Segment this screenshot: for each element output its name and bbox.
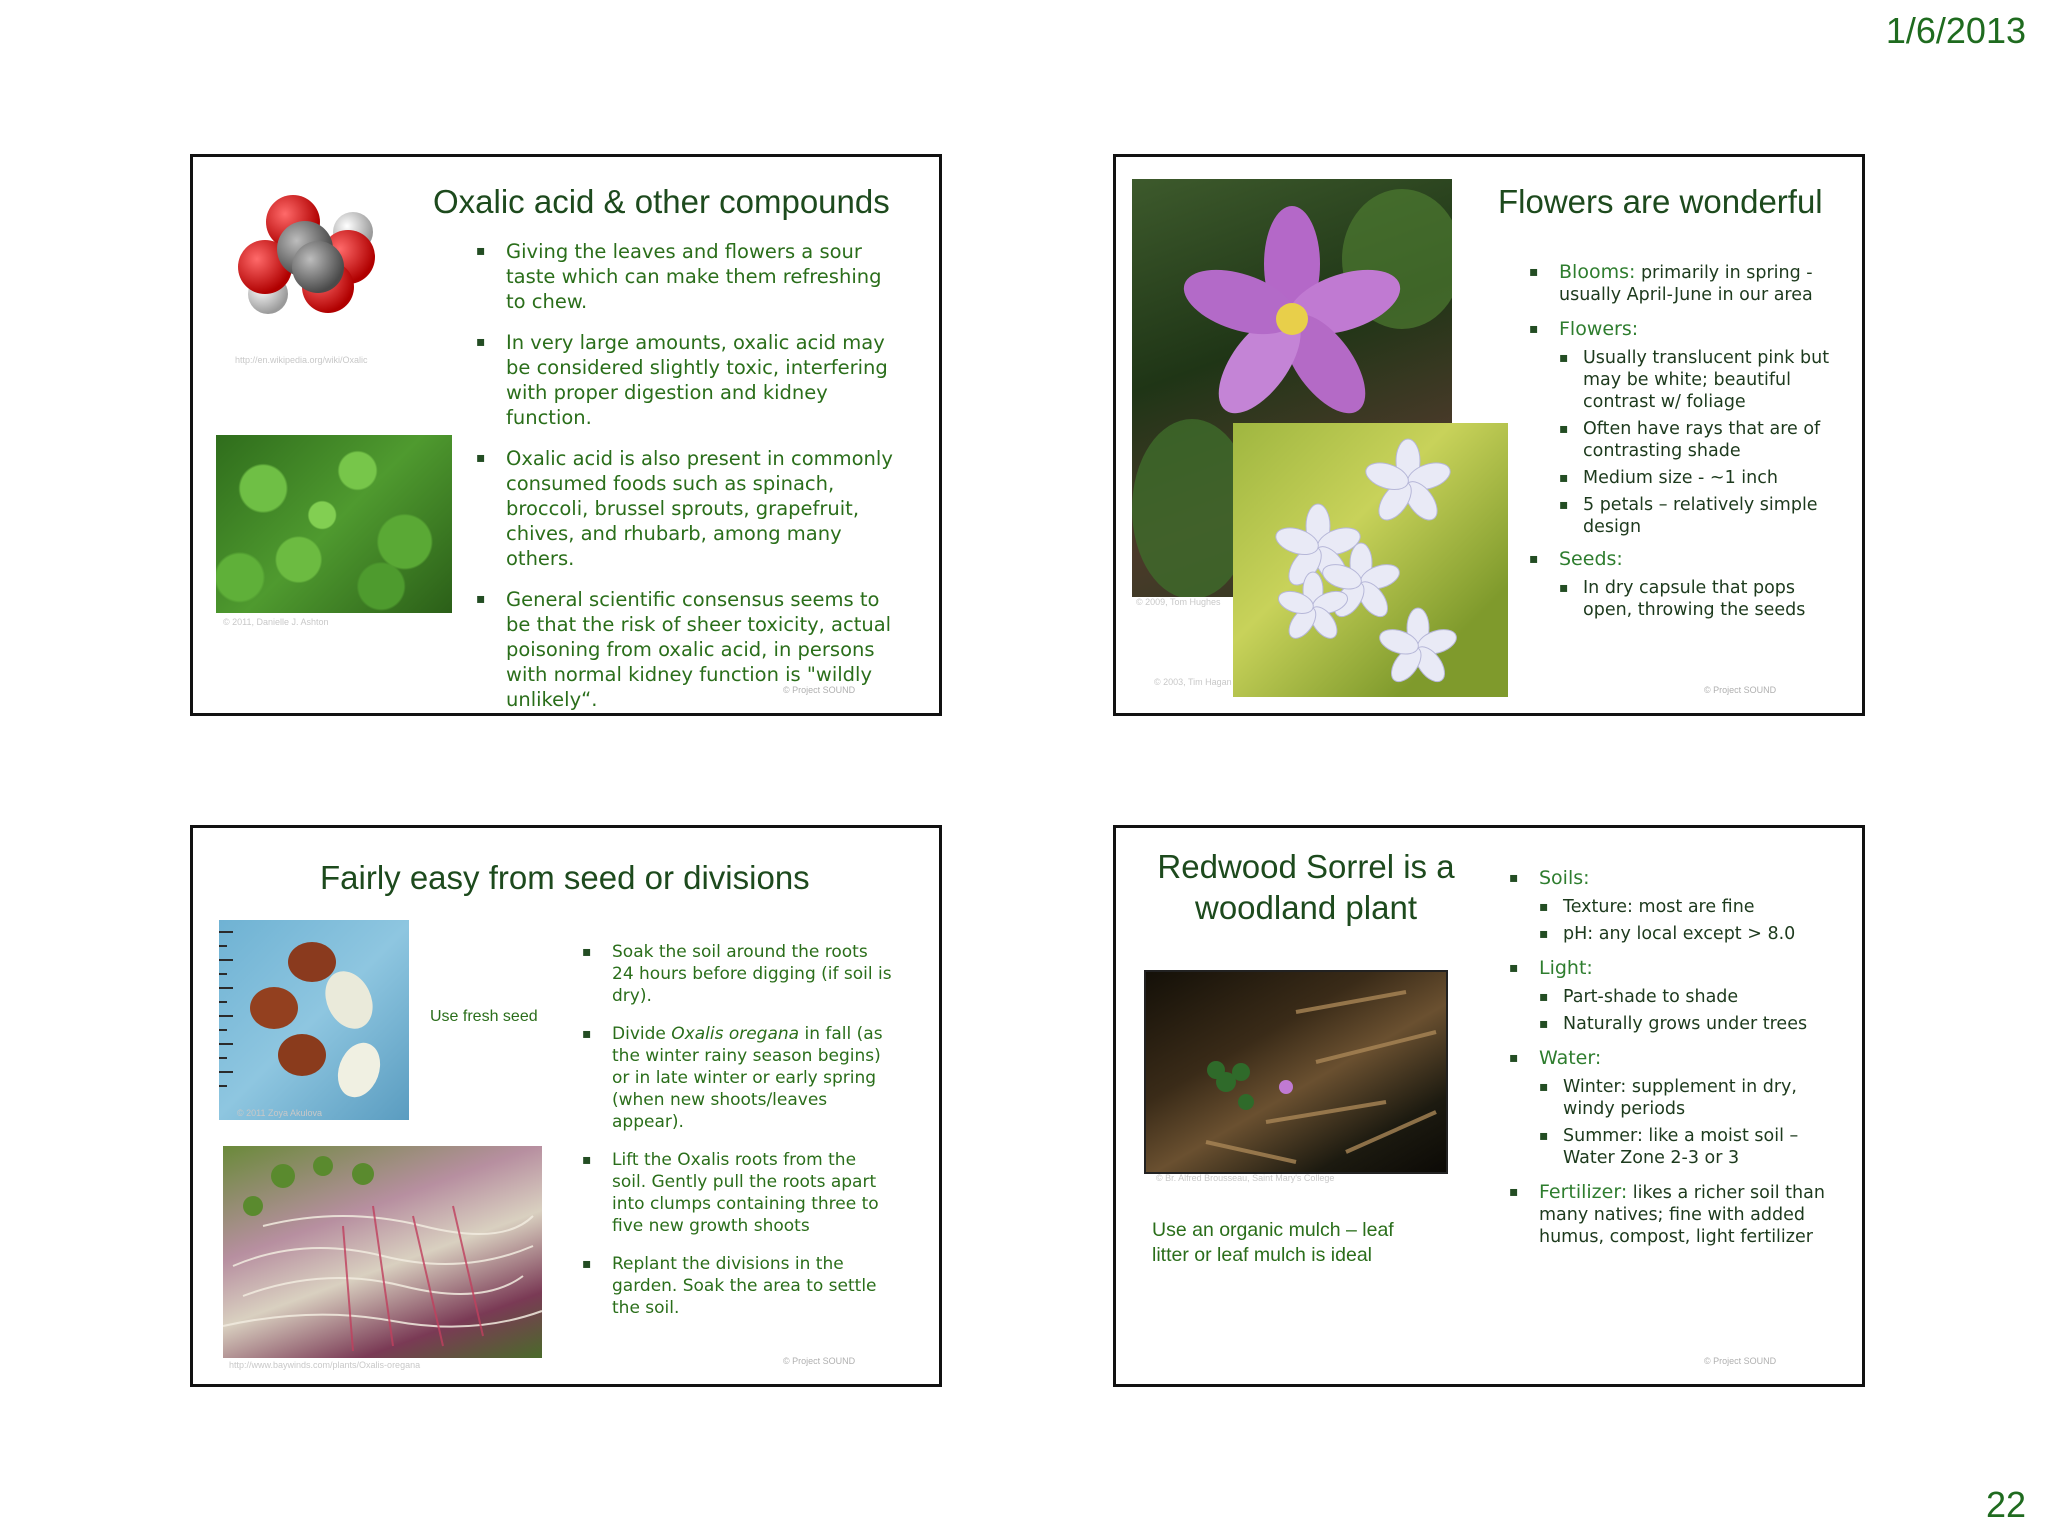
bullet-item: ▪ In very large amounts, oxalic acid may be considered slightly toxic, interfering with proper digestion and kidney function. [476, 330, 896, 430]
bullet-flowers [1529, 318, 1849, 538]
sub-bullet-item: ▪ 5 petals – relatively simple design [1559, 494, 1849, 538]
sub-bullet-item: ▪ Texture: most are fine [1539, 896, 1829, 918]
image-credit: © 2009, Tom Hughes [1136, 597, 1221, 607]
slide-title: Fairly easy from seed or divisions [320, 859, 810, 896]
title-line: Redwood Sorrel is a [1157, 848, 1455, 885]
fertilizer-label: Fertilizer: [1539, 1181, 1628, 1203]
bullet-seeds [1529, 548, 1849, 621]
bullet-soils [1509, 867, 1829, 945]
flowers-label: Flowers: [1559, 318, 1639, 340]
image-credit: © 2011, Danielle J. Ashton [223, 617, 329, 627]
copyright-note: © Project SOUND [1704, 1356, 1777, 1366]
bullet-item: ▪ Lift the Oxalis roots from the soil. Gently pull the roots apart into clumps containing three to five new growth shoots [582, 1149, 892, 1237]
seed-caption: Use fresh seed [430, 1008, 538, 1025]
sub-bullet-item: ▪ Summer: like a moist soil – Water Zone 2-3 or 3 [1539, 1125, 1829, 1169]
slide-bullets [1509, 867, 1829, 1248]
slide-propagation[interactable] [190, 825, 942, 1387]
image-credit: © Br. Alfred Brousseau, Saint Mary's College [1156, 1173, 1335, 1183]
slide-bullets [1529, 261, 1849, 621]
sub-bullet-item: ▪ Usually translucent pink but may be white; beautiful contrast w/ foliage [1559, 347, 1849, 413]
fertilizer-text: likes a richer soil than many natives; fine with added humus, compost, light fertilizer [1539, 1183, 1825, 1247]
slide-flowers[interactable] [1113, 154, 1865, 716]
oxalic-acid-molecule-image [233, 187, 383, 317]
water-label: Water: [1539, 1047, 1602, 1069]
sub-bullet-item: ▪ pH: any local except > 8.0 [1539, 923, 1829, 945]
bullet-item: ▪ Oxalic acid is also present in commonly consumed foods such as spinach, broccoli, brussel sprouts, grapefruit, chives, and rhubarb, among many others. [476, 446, 896, 571]
seeds-label: Seeds: [1559, 548, 1623, 570]
copyright-note: © Project SOUND [783, 1356, 856, 1366]
image-credit: © 2011 Zoya Akulova [237, 1108, 323, 1118]
bullet-item: ▪ Divide Oxalis oregana in fall (as the winter rainy season begins) or in late winter or early spring (when new shoots/leaves appear). [582, 1023, 892, 1133]
bullet-item: ▪ Soak the soil around the roots 24 hours before digging (if soil is dry). [582, 941, 892, 1007]
sub-bullet-item: ▪ Part-shade to shade [1539, 986, 1829, 1008]
copyright-note: © Project SOUND [783, 685, 856, 695]
image-credit: © 2003, Tim Hagan [1154, 677, 1232, 687]
sub-bullet-item: ▪ Medium size - ~1 inch [1559, 467, 1849, 489]
sub-bullet-item: ▪ In dry capsule that pops open, throwing the seeds [1559, 577, 1849, 621]
page-number: 22 [1985, 1484, 2026, 1525]
mulch-note: Use an organic mulch – leaf litter or leaf mulch is ideal [1152, 1219, 1394, 1266]
sub-bullet-item: ▪ Naturally grows under trees [1539, 1013, 1829, 1035]
bullet-fertilizer [1509, 1181, 1829, 1248]
blooms-text: primarily in spring - usually April-June in our area [1559, 263, 1813, 305]
title-line: woodland plant [1194, 889, 1417, 926]
slide-title: Flowers are wonderful [1498, 183, 1823, 220]
bullet-blooms [1529, 261, 1849, 306]
species-name: Oxalis oregana [671, 1024, 800, 1044]
slide-woodland[interactable] [1113, 825, 1865, 1387]
blooms-label: Blooms: [1559, 261, 1636, 283]
slide-bullets [582, 941, 892, 1319]
bullet-item: ▪ General scientific consensus seems to be that the risk of sheer toxicity, actual poisoning from oxalic acid, in persons with normal kidney function is "wildly unlikely“. [476, 587, 896, 712]
sub-bullet-item: ▪ Winter: supplement in dry, windy periods [1539, 1076, 1829, 1120]
bullet-item: ▪ Giving the leaves and flowers a sour taste which can make them refreshing to chew. [476, 239, 896, 314]
slide-title: Oxalic acid & other compounds [433, 183, 890, 220]
white-flowers-image [1233, 423, 1508, 697]
bullet-light [1509, 957, 1829, 1035]
page-date: 1/6/2013 [1885, 10, 2026, 51]
copyright-note: © Project SOUND [1704, 685, 1777, 695]
seeds-image [219, 920, 409, 1120]
slide-title [1136, 846, 1476, 928]
light-label: Light: [1539, 957, 1593, 979]
sub-bullet-item: ▪ Often have rays that are of contrasting shade [1559, 418, 1849, 462]
woodland-floor-image [1144, 970, 1448, 1174]
clover-leaves-image [216, 435, 452, 613]
roots-divisions-image [223, 1146, 542, 1358]
image-credit: http://en.wikipedia.org/wiki/Oxalic [235, 355, 368, 365]
bullet-item: ▪ Replant the divisions in the garden. Soak the area to settle the soil. [582, 1253, 892, 1319]
slide-oxalic-acid[interactable] [190, 154, 942, 716]
bullet-water [1509, 1047, 1829, 1169]
image-credit: http://www.baywinds.com/plants/Oxalis-oregana [229, 1360, 421, 1370]
slide-bullets [476, 239, 896, 712]
soils-label: Soils: [1539, 867, 1590, 889]
